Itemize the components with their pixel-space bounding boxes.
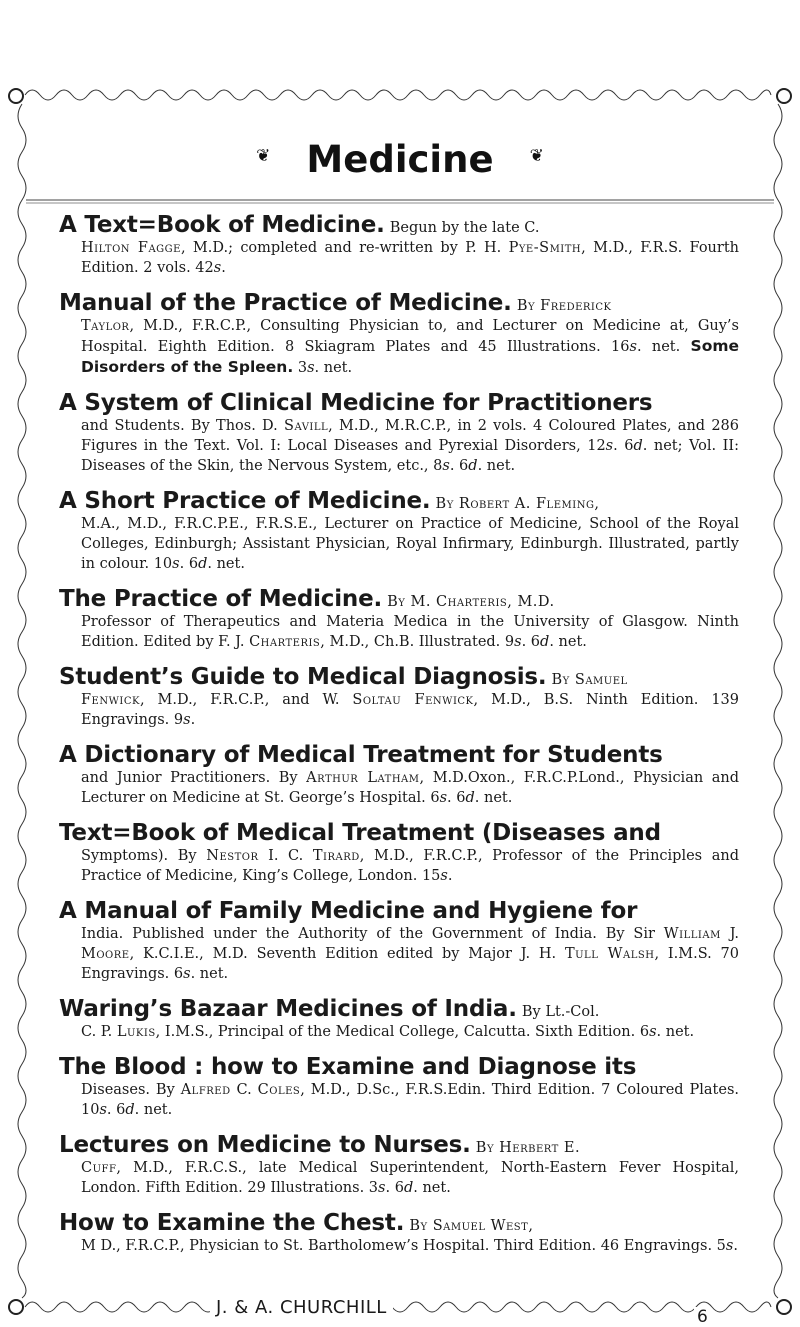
corner-ring-bottom-left [9,1300,23,1314]
book-title: Waring’s Bazaar Medicines of India. [59,996,517,1022]
text-segment: . net; Vol. II: Diseases of the Skin, the Nervous System, etc., 8 [81,438,739,474]
entry-title-line [59,488,739,514]
text-segment: . net. [190,966,229,982]
book-entry [59,742,739,808]
text-segment: s [183,966,191,982]
text-segment: . [447,868,453,884]
text-segment: . [221,260,226,276]
text-segment: s [439,790,448,806]
book-title: The Practice of Medicine. [59,586,383,612]
entry-title-line [59,390,739,416]
page-title: Medicine [306,138,494,181]
publisher-footer: J. & A. CHURCHILL [210,1297,393,1318]
bottom-wavy-rule [25,1302,771,1312]
entry-author-lead: By Robert A. Fleming, [435,496,600,512]
text-segment: s [183,712,191,728]
page-header [100,138,700,181]
text-segment: . 6 [385,1180,404,1196]
book-entry [59,212,739,278]
book-entry [59,996,739,1042]
entry-title-line [59,290,739,316]
text-segment: I. C. [258,848,313,864]
page-number: 6 [694,1307,711,1327]
text-segment: M.A., M.D., F.R.C.P.E., F.R.S.E., Lecturer on Practice of Medicine, School of the Royal Colleges, Edinburgh; Assistant Physician, Royal Infirmary, Edinburgh. Illustrated, partly in colour. 10 [81,516,739,572]
entry-title-line [59,996,739,1022]
text-segment: William [663,926,721,942]
text-segment: , M.D.Oxon., F.R.C.P.Lond., Physician and Lecturer on Medicine at St. George’s Hospital. 6 [81,770,740,806]
text-segment: Savill [284,418,329,434]
text-segment: , I.M.S. 70 Engravings. 6 [81,946,739,982]
text-segment: , M.D., F.R.C.P., Consulting Physician to, and Lecturer on Medicine at, Guy’s Hospital. Eighth Edition. 8 Skiagram Plates and 45 Illustrations. 16 [81,318,739,355]
text-segment: d [465,790,475,806]
text-segment: . net. [134,1102,173,1118]
text-segment: d [633,438,643,454]
text-segment: , M.D., B.S. Ninth Edition. 139 Engravings. 9 [81,692,739,728]
entry-title-line [59,742,739,768]
entry-title-line [59,1132,739,1158]
text-segment: Tirard [312,848,360,864]
text-segment: s [307,360,315,376]
book-entry [59,1132,739,1198]
text-segment: and Students. By Thos. D. [81,418,285,434]
text-segment: . 6 [613,438,634,454]
entry-description [59,1158,739,1198]
entry-description [59,768,739,808]
text-segment: , I.M.S., Principal of the Medical College, Calcutta. Sixth Edition. 6 [155,1024,650,1040]
book-title: How to Examine the Chest. [59,1210,405,1236]
text-segment: s [378,1180,386,1196]
book-entry [59,390,739,476]
text-segment: , M.D., D.Sc., F.R.S.Edin. Third Edition. 7 Coloured Plates. 10 [81,1082,739,1118]
text-segment: Nestor [206,848,259,864]
text-segment: . net. [314,360,353,376]
text-segment: , M.D., Ch.B. Illustrated. 9 [320,634,515,650]
book-entry [59,488,739,574]
book-entry [59,664,739,730]
entry-author-lead: By Samuel West, [409,1218,534,1234]
text-segment: s [649,1024,657,1040]
entry-title-line [59,1210,739,1236]
text-segment: C. P. [81,1024,117,1040]
text-segment: . net. [413,1180,451,1196]
text-segment: Moore [81,946,130,962]
text-segment: s [172,556,180,572]
entry-author-lead: By Herbert E. [475,1140,581,1156]
entry-description [59,1022,739,1042]
entry-author-lead: By Samuel [551,672,628,688]
book-title: A Manual of Family Medicine and Hygiene for [59,898,638,924]
book-entry [59,1210,739,1256]
entry-description [59,1236,739,1256]
entry-description [59,924,739,984]
text-segment: s [99,1102,107,1118]
entry-description [59,416,739,476]
entry-author-lead: Begun by the late C. [389,220,540,236]
right-wavy-border [774,104,782,1298]
text-segment: d [540,634,550,650]
text-segment: s [605,438,614,454]
text-segment: s [213,260,222,276]
text-segment: J. [720,926,739,942]
text-segment: s [442,458,450,474]
text-segment: Lukis [116,1024,156,1040]
text-segment: . net. [474,790,513,806]
entry-title-line [59,664,739,690]
text-segment: , M.D., F.R.S. Fourth Edition. 2 vols. 42 [81,240,739,276]
book-title: Manual of the Practice of Medicine. [59,290,512,316]
entry-author-lead: By M. Charteris, M.D. [387,594,555,610]
book-list [59,212,739,1268]
left-wavy-border [18,104,26,1298]
text-segment: , M.D., F.R.C.P., and W. [139,692,353,708]
book-entry [59,820,739,886]
text-segment: M D., F.R.C.P., Physician to St. Bartholomew’s Hospital. Third Edition. 46 Engravings. 5 [81,1238,726,1254]
text-segment: s [629,339,637,355]
entry-description [59,846,739,886]
text-segment: . net. [549,634,587,650]
text-segment: Taylor [81,318,130,334]
entry-description [59,514,739,574]
text-segment: s [725,1238,734,1254]
text-segment: Tull Walsh [564,946,655,962]
text-segment: . 6 [179,556,199,572]
text-segment: Alfred [180,1082,231,1098]
text-segment: . 6 [521,634,541,650]
text-segment: , M.D., F.R.C.P., Professor of the Principles and Practice of Medicine, King’s College, London. 15 [81,848,739,884]
text-segment: . net. [207,556,245,572]
book-title: A Short Practice of Medicine. [59,488,431,514]
corner-ring-bottom-right [777,1300,791,1314]
entry-title-line [59,1054,739,1080]
entry-description [59,238,739,278]
text-segment: . net. [656,1024,695,1040]
book-title: A Text=Book of Medicine. [59,212,385,238]
text-segment: and Junior Practitioners. By [81,770,307,786]
book-entry [59,1054,739,1120]
text-segment: d [403,1180,414,1196]
text-segment: . [190,712,196,728]
text-segment: d [468,458,478,474]
text-segment: Some Disorders of the Spleen. [81,337,740,376]
entry-author-lead: By Frederick [516,298,612,314]
book-title: The Blood : how to Examine and Diagnose its [59,1054,637,1080]
text-segment: Pye-Smith [508,240,582,256]
book-entry [59,586,739,652]
text-segment: Arthur Latham [306,770,420,786]
text-segment: Fenwick [81,692,140,708]
entry-title-line [59,898,739,924]
leaf-ornament-icon: ❦ [529,145,544,166]
text-segment: C. [230,1082,258,1098]
entry-title-line [59,586,739,612]
text-segment: , M.D., M.R.C.P., in 2 vols. 4 Coloured Plates, and 286 Figures in the Text. Vol. I: Local Diseases and Pyrexial Disorders, 12 [81,418,739,454]
text-segment: Cuff [81,1160,117,1176]
book-title: Lectures on Medicine to Nurses. [59,1132,471,1158]
text-segment: . 6 [106,1102,126,1118]
text-segment: Coles [257,1082,301,1098]
book-title: Text=Book of Medical Treatment (Diseases and [59,820,661,846]
text-segment: . 6 [449,458,469,474]
text-segment: Charteris [249,634,321,650]
book-entry [59,290,739,378]
text-segment: Diseases. By [81,1082,181,1098]
text-segment: s [514,634,522,650]
book-entry [59,898,739,984]
entry-description [59,1080,739,1120]
entry-author-lead: By Lt.-Col. [521,1004,600,1020]
text-segment: d [125,1102,135,1118]
text-segment: , M.D.; completed and re-written by P. H. [180,240,509,256]
top-wavy-rule [25,90,771,100]
entry-description [59,612,739,652]
text-segment: . [733,1238,738,1254]
text-segment: Professor of Therapeutics and Materia Medica in the University of Glasgow. Ninth Edition. Edited by F. J. [81,614,739,650]
text-segment: Symptoms). By [81,848,207,864]
text-segment: . 6 [447,790,466,806]
text-segment: , M.D., F.R.C.S., late Medical Superintendent, North-Eastern Fever Hospital, London. Fifth Edition. 29 Illustrations. 3 [81,1160,739,1196]
text-segment: . net. [636,339,691,355]
text-segment: s [440,868,448,884]
leaf-ornament-icon: ❦ [256,145,271,166]
text-segment: Hilton Fagge [81,240,181,256]
book-title: A System of Clinical Medicine for Practitioners [59,390,653,416]
corner-ring-top-right [777,89,791,103]
text-segment: . net. [477,458,516,474]
book-title: A Dictionary of Medical Treatment for Students [59,742,663,768]
text-segment: India. Published under the Authority of the Government of India. By Sir [81,926,664,942]
entry-description [59,316,739,378]
book-title: Student’s Guide to Medical Diagnosis. [59,664,547,690]
text-segment: , K.C.I.E., M.D. Seventh Edition edited by Major J. H. [129,946,565,962]
text-segment: d [198,556,208,572]
entry-title-line [59,820,739,846]
entry-title-line [59,212,739,238]
entry-description [59,690,739,730]
text-segment: 3 [293,360,308,376]
corner-ring-top-left [9,89,23,103]
text-segment: Soltau Fenwick [352,692,474,708]
